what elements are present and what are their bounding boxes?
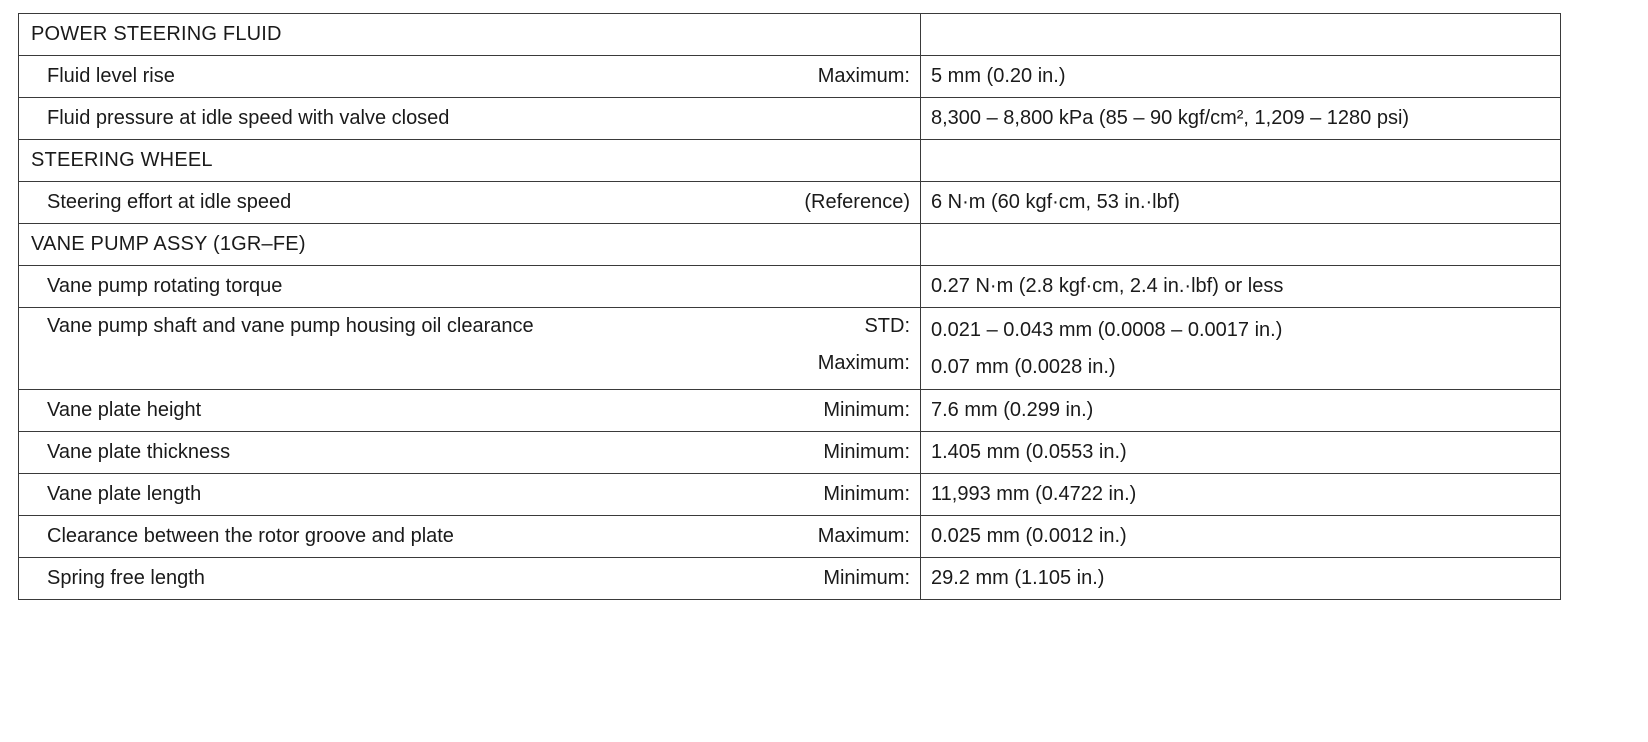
spec-row	[19, 474, 1561, 516]
spec-value: 8,300 – 8,800 kPa (85 – 90 kgf/cm², 1,209 – 1280 psi)	[921, 98, 1561, 140]
spec-value: 0.025 mm (0.0012 in.)	[921, 516, 1561, 558]
spec-value: 5 mm (0.20 in.)	[921, 56, 1561, 98]
spec-value: 0.07 mm (0.0028 in.)	[931, 355, 1116, 378]
spec-row	[19, 432, 1561, 474]
spec-name: Vane pump shaft and vane pump housing oil clearance	[47, 315, 534, 337]
spec-name: Fluid level rise	[47, 65, 175, 87]
empty-value-cell	[921, 14, 1561, 56]
spec-qualifier: Minimum:	[823, 483, 910, 505]
spec-value: 11,993 mm (0.4722 in.)	[921, 474, 1561, 516]
spec-row	[19, 390, 1561, 432]
spec-name: Vane plate thickness	[47, 441, 231, 463]
section-row	[19, 14, 1561, 56]
spec-value: 29.2 mm (1.105 in.)	[921, 558, 1561, 600]
spec-name: Steering effort at idle speed	[47, 191, 292, 213]
spec-qualifier: Minimum:	[823, 441, 910, 463]
section-title: STEERING WHEEL	[19, 140, 921, 182]
spec-qualifier: Minimum:	[823, 567, 910, 589]
section-row	[19, 140, 1561, 182]
spec-qualifier: (Reference)	[804, 191, 910, 213]
spec-name: Vane plate length	[47, 483, 202, 505]
spec-qualifier: Maximum:	[817, 352, 910, 374]
spec-qualifier: Minimum:	[823, 399, 910, 421]
spec-row	[19, 516, 1561, 558]
spec-row	[19, 558, 1561, 600]
spec-value: 7.6 mm (0.299 in.)	[921, 390, 1561, 432]
spec-row	[19, 266, 1561, 308]
spec-value: 0.021 – 0.043 mm (0.0008 – 0.0017 in.)	[931, 318, 1283, 341]
section-row	[19, 224, 1561, 266]
section-title: VANE PUMP ASSY (1GR–FE)	[19, 224, 921, 266]
spec-qualifier: Maximum:	[817, 65, 910, 87]
spec-row	[19, 308, 1561, 390]
spec-row	[19, 98, 1561, 140]
section-title: POWER STEERING FLUID	[19, 14, 921, 56]
empty-value-cell	[921, 224, 1561, 266]
spec-name: Fluid pressure at idle speed with valve closed	[47, 107, 450, 129]
spec-name: Vane plate height	[47, 399, 202, 421]
spec-name: Clearance between the rotor groove and plate	[47, 525, 454, 547]
empty-value-cell	[921, 140, 1561, 182]
spec-row	[19, 182, 1561, 224]
spec-name: Spring free length	[47, 567, 205, 589]
spec-value: 6 N·m (60 kgf·cm, 53 in.·lbf)	[921, 182, 1561, 224]
spec-value: 0.27 N·m (2.8 kgf·cm, 2.4 in.·lbf) or less	[921, 266, 1561, 308]
spec-qualifier: Maximum:	[817, 525, 910, 547]
spec-table	[18, 13, 1561, 600]
spec-qualifier: STD:	[864, 315, 910, 337]
spec-row	[19, 56, 1561, 98]
spec-value: 1.405 mm (0.0553 in.)	[921, 432, 1561, 474]
spec-name: Vane pump rotating torque	[47, 275, 283, 297]
